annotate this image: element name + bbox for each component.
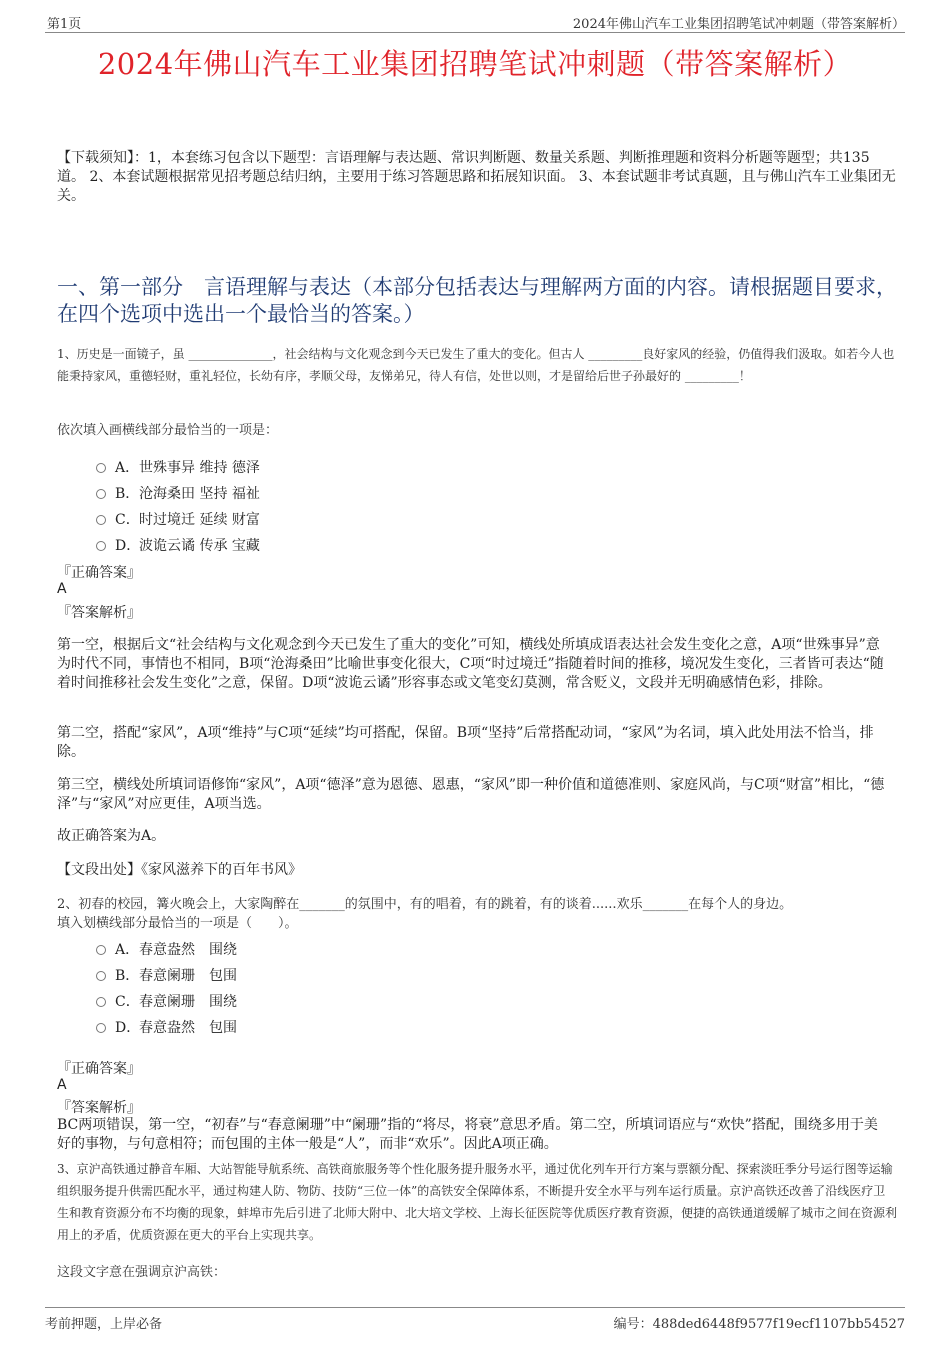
footer-doc-id: 编号：488ded6448f9577f19ecf1107bb54527: [613, 1317, 905, 1332]
q1-option-d[interactable]: D．波诡云谲 传承 宝藏: [96, 535, 260, 555]
q1-source: 【文段出处】《家风滋养下的百年书风》: [57, 862, 302, 878]
page-number: 第1页: [47, 17, 82, 32]
radio-button-icon[interactable]: [96, 945, 106, 955]
radio-button-icon[interactable]: [96, 997, 106, 1007]
q2-option-d[interactable]: D．春意盎然 包围: [96, 1017, 237, 1037]
q2-analysis-label: 『答案解析』: [57, 1100, 141, 1116]
footer-slogan: 考前押题，上岸必备: [45, 1317, 163, 1332]
q1-answer-value: A: [57, 581, 67, 597]
q2-answer-label: 『正确答案』: [57, 1061, 141, 1077]
q1-analysis-paragraph: 第二空，搭配“家风”，A项“维持”与C项“延续”均可搭配，保留。B项“坚持”后常搭配动词，“家风”为名词，填入此处用法不恰当，排除。: [57, 725, 874, 760]
q1-analysis-paragraph: 第一空，根据后文“社会结构与文化观念到今天已发生了重大的变化”可知，横线处所填成语表达社会发生变化之意，A项“世殊事异”意为时代不同，事情也不相同，B项“沧海桑田”比喻世事变化很大，C项“时过境迁”指随着时间的推移，境况发生变化，三者皆可表达“随着时间推移社会发生变化”之意，保留。D项“波诡云谲”形容事态或文笔变幻莫测，常含贬义，文段并无明确感情色彩，排除。: [57, 637, 884, 691]
question-3-stem: 3、京沪高铁通过静音车厢、大站智能导航系统、高铁商旅服务等个性化服务提升服务水平，通过优化列车开行方案与票额分配、探索淡旺季分号运行图等运输组织服务提升供需匹配水平，通过构建人防、物防、技防“三位一体”的高铁安全保障体系，不断提升安全水平与列车运行质量。京沪高铁还改善了沿线医疗卫生和教育资源分布不均衡的现象，蚌埠市先后引进了北师大附中、北大培文学校、上海长征医院等优质医疗教育资源，便捷的高铁通道缓解了城市之间在资源利用上的矛盾，优质资源在更大的平台上实现共享。: [57, 1162, 898, 1242]
q2-option-c[interactable]: C．春意阑珊 围绕: [96, 991, 237, 1011]
q1-option-a[interactable]: A．世殊事异 维持 德泽: [96, 457, 260, 477]
q2-option-b[interactable]: B．春意阑珊 包围: [96, 965, 237, 985]
question-1-prompt: 依次填入画横线部分最恰当的一项是：: [57, 423, 279, 438]
section-heading: 一、第一部分 言语理解与表达（本部分包括表达与理解两方面的内容。请根据题目要求，在四个选项中选出一个最恰当的答案。）: [57, 275, 897, 326]
q2-answer-value: A: [57, 1077, 67, 1093]
q1-analysis-paragraph: 第三空，横线处所填词语修饰“家风”，A项“德泽”意为恩德、恩惠，“家风”即一种价值和道德准则、家庭风尚，与C项“财富”相比，“德泽”与“家风”对应更佳，A项当选。: [57, 777, 885, 812]
header-divider: [45, 32, 905, 33]
footer-divider: [45, 1307, 905, 1308]
radio-button-icon[interactable]: [96, 541, 106, 551]
radio-button-icon[interactable]: [96, 463, 106, 473]
question-1-stem: 1、历史是一面镜子，虽 ______________，社会结构与文化观念到今天已发生了重大的变化。但古人 _________良好家风的经验，仍值得我们汲取。如若今人也能秉持家风，重德轻财，重礼轻位，长幼有序，孝顺父母，友悌弟兄，待人有信，处世以则，才是留给后世子孙最好的 _________！: [57, 347, 895, 383]
header-doc-title: 2024年佛山汽车工业集团招聘笔试冲刺题（带答案解析）: [572, 17, 905, 32]
download-notice: 【下载须知】：1，本套练习包含以下题型：言语理解与表达题、常识判断题、数量关系题、判断推理题和资料分析题等题型；共135道。 2、本套试题根据常见招考题总结归纳，主要用于练习答题思路和拓展知识面。 3、本套试题非考试真题，且与佛山汽车工业集团无关。: [57, 150, 896, 204]
radio-button-icon[interactable]: [96, 489, 106, 499]
q1-option-b[interactable]: B．沧海桑田 坚持 福祉: [96, 483, 260, 503]
radio-button-icon[interactable]: [96, 515, 106, 525]
q2-analysis-paragraph: BC两项错误，第一空，“初春”与“春意阑珊”中“阑珊”指的“将尽，将衰”意思矛盾。第二空，所填词语应与“欢快”搭配，围绕多用于美好的事物，与句意相符；而包围的主体一般是“人”，而非“欢乐”。因此A项正确。: [57, 1117, 878, 1152]
radio-button-icon[interactable]: [96, 1023, 106, 1033]
question-2-stem: 2、初春的校园，篝火晚会上，大家陶醉在_______的氛围中，有的唱着，有的跳着，有的谈着......欢乐_______在每个人的身边。: [57, 897, 793, 912]
radio-button-icon[interactable]: [96, 971, 106, 981]
q1-analysis-label: 『答案解析』: [57, 605, 141, 621]
q1-option-c[interactable]: C．时过境迁 延续 财富: [96, 509, 260, 529]
page-title: 2024年佛山汽车工业集团招聘笔试冲刺题（带答案解析）: [97, 47, 853, 81]
question-3-prompt: 这段文字意在强调京沪高铁：: [57, 1265, 227, 1280]
question-2-prompt: 填入划横线部分最恰当的一项是（ ）。: [57, 916, 298, 931]
q1-analysis-conclusion: 故正确答案为A。: [57, 828, 166, 844]
q1-answer-label: 『正确答案』: [57, 565, 141, 581]
q2-option-a[interactable]: A．春意盎然 围绕: [96, 939, 237, 959]
